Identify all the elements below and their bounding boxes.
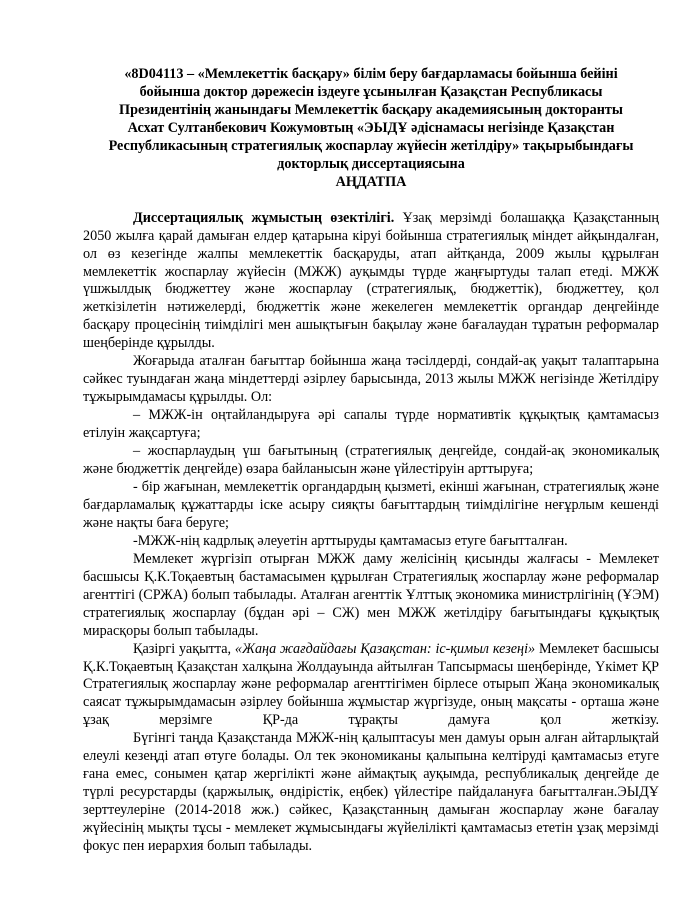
paragraph: Бүгінгі таңда Қазақстанда МЖЖ-нің қалыптасуы мен дамуы орын алған айтарлықтай елеулі кезеңді атап өтуге болады. Ол тек экономиканы қалыпына келтіруді қамтамасыз етуге ғана емес, сонымен қатар жергілікті және аймақтық ауқымда, республикалық деңгейде де түрлі ресурстарды (қаржылық, өндірістік, еңбек) үйлестіре пайдалануға бағытталған.ЭЫДҰ зерттеулеріне (2014-2018 жж.) сәйкес, Қазақстанның дамыған жоспарлау және бағалау жүйесінің мықты тұсы - мемлекет жұмысындағы жүйелілікті қамтамасыз ететін ұзақ мерзімді фокус пен иерархия болып табылады. [83,730,659,855]
document-body [83,210,659,856]
paragraph-relevance [83,210,659,354]
paragraph-current [83,641,659,731]
quoted-title: «Жаңа жағдайдағы Қазақстан: іс-қимыл кезеңі» [234,640,536,657]
spacer [83,192,659,210]
list-item: – МЖЖ-ін оңтайландыруға әрі сапалы түрде нормативтік құқықтық қамтамасыз етілуін жақсартуға; [83,407,659,442]
document-heading [83,66,659,192]
title-line: бойынша доктор дәрежесін іздеуге ұсынылған Қазақстан Республикасы [139,83,603,100]
list-item: - бір жағынан, мемлекеттік органдардың қызметі, екінші жағынан, стратегиялық және бағдарламалық құжаттарды іске асыру сияқты бағыттардың тиімділігіне неғұрлым кешенді және нақты баға беруге; [83,478,659,531]
paragraph-text: Ұзақ мерзімді болашаққа Қазақстанның 2050 жылға қарай дамыған елдер қатарына кіруі бойынша стратегиялық міндет айқындалған, ол өз кезегінде жалпы мемлекеттік басқаруды, атап айтқанда, 2009 жылы құрылған мемлекеттік жоспарлау жүйесін (МЖЖ) ауқымды түрде жаңғыртуды талап етеді. МЖЖ үшжылдық бюджеттеу және жоспарлау (стратегиялық, бюджеттік), бюджеттеу, қол жеткізілетін нәтижелерді, бюджеттік және жекелеген мемлекеттік органдар деңгейінде басқару процесінің тиімділігі мен ашықтығын бақылау және бағалаудан тұратын реформалар шеңберінде құрылды. [83,209,659,352]
title-line: «8D04113 – «Мемлекеттік басқару» білім беру бағдарламасы бойынша бейіні [124,66,618,82]
title-line: Президентінің жанындағы Мемлекеттік басқару академиясының докторанты [119,101,623,118]
paragraph: Жоғарыда аталған бағыттар бойынша жаңа тәсілдерді, сондай-ақ уақыт талаптарына сәйкес туындаған жаңа міндеттерді әзірлеу барысында, 2013 жылы МЖЖ негізінде Жетілдіру тұжырымдамасы құрылды. Ол: [83,353,659,406]
paragraph-text: Мемлекет басшысы Қ.К.Тоқаевтың Қазақстан халқына Жолдауында айтылған Тапсырмасы шеңберінде, Үкімет ҚР Стратегиялық жоспарлау және реформалар агенттігімен бірлесе отырып Жаңа экономикалық саясат тұжырымдамасын әзірлеу бойынша жұмыстар жүргізуде, оның мақсаты - орташа және ұзақ мерзімге ҚР-да тұрақты дамуға қол жеткізу. [83,640,659,729]
paragraph: Мемлекет жүргізіп отырған МЖЖ даму желісінің қисынды жалғасы - Мемлекет басшысы Қ.К.Тоқаевтың бастамасымен құрылған Стратегиялық жоспарлау және реформалар агенттігі (СРЖА) болып табылады. Аталған агенттік Ұлттық экономика министрлігінің (ҰЭМ) стратегиялық жоспарлау (бұдан әрі – СЖ) мен МЖЖ жетілдіру бағытындағы құқықтық мирасқоры болып табылады. [83,550,659,639]
title-line: Асхат Султанбекович Кожумовтың «ЭЫДҰ әдіснамасы негізінде Қазақстан [127,119,615,136]
list-item: – жоспарлаудың үш бағытының (стратегиялық деңгейде, сондай-ақ экономикалық және бюджеттік деңгейде) өзара байланысын және үйлестіруін арттыруға; [83,443,659,478]
title-line: Республикасының стратегиялық жоспарлау жүйесін жетілдіру» тақырыбындағы [108,137,634,154]
list-item: -МЖЖ-нің кадрлық әлеуетін арттыруды қамтамасыз етуге бағытталған. [133,532,568,549]
paragraph-text: Қазіргі уақытта, [133,640,235,657]
paragraph-lead: Диссертациялық жұмыстың өзектілігі. [133,209,395,226]
document-subtitle: АҢДАТПА [335,173,407,190]
title-line: докторлық диссертациясына [277,155,465,172]
